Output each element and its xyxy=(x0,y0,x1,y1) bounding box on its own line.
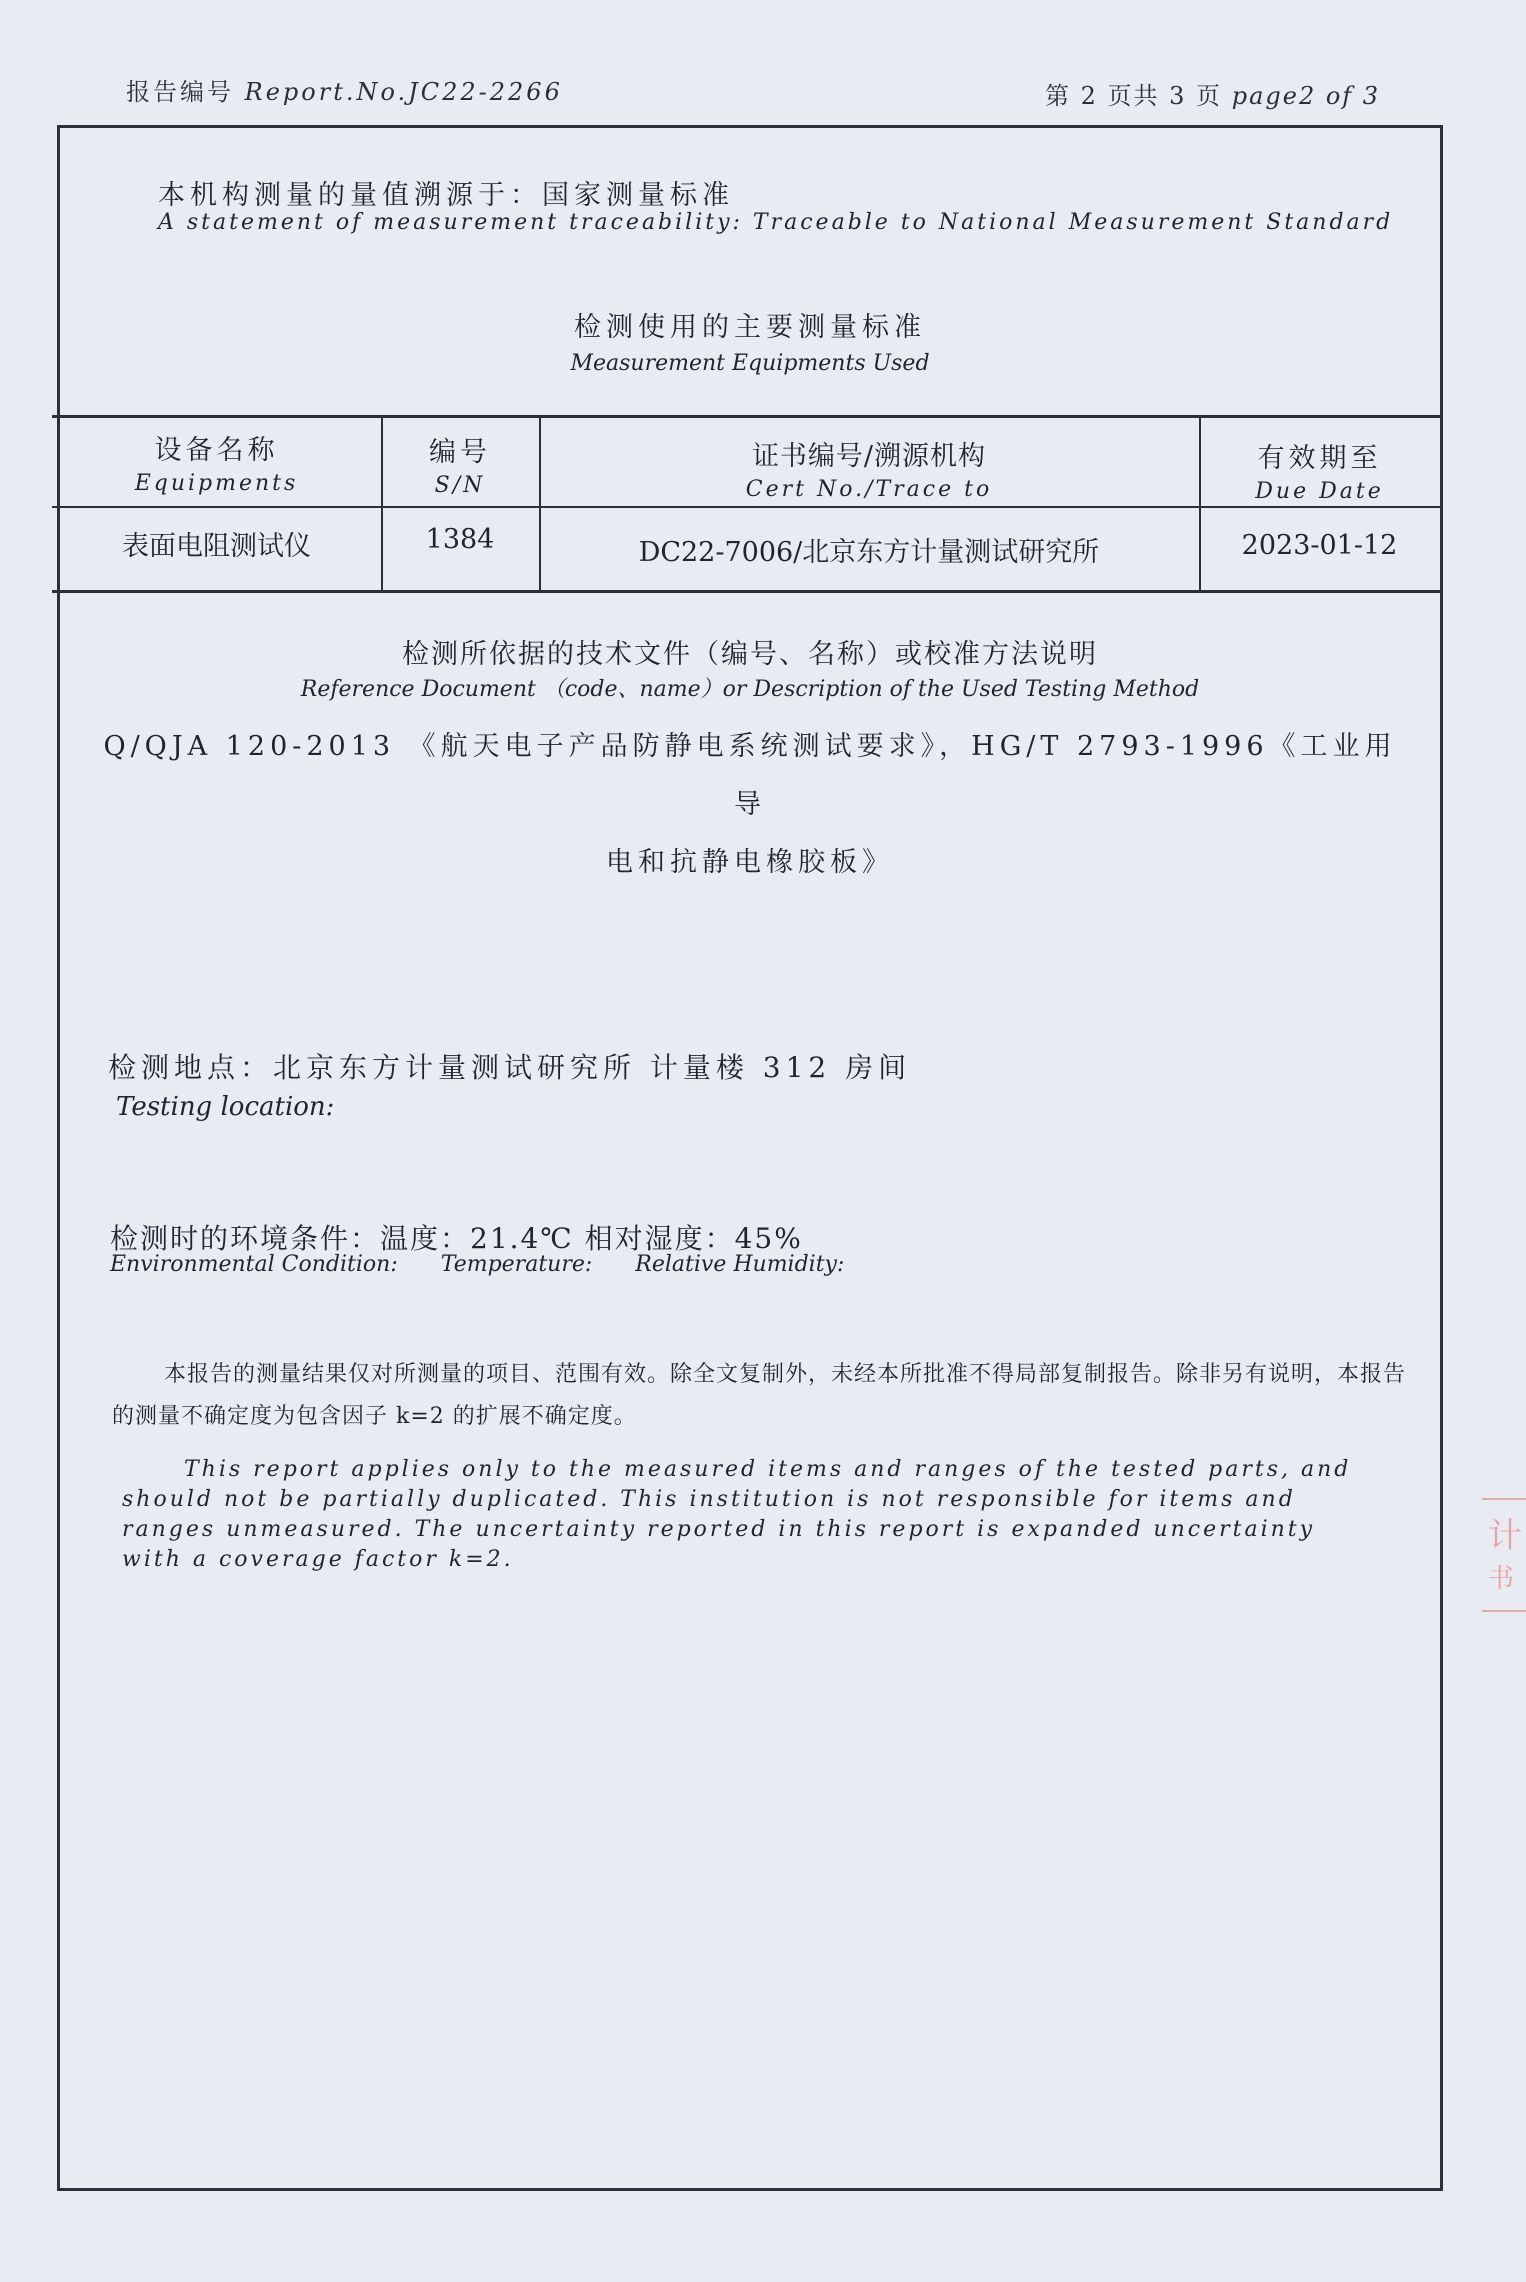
testing-location-en: Testing location: xyxy=(116,1092,335,1122)
report-number xyxy=(126,72,563,107)
seal-stamp xyxy=(1482,1498,1526,1612)
traceability-statement-cn: 本机构测量的量值溯源于：国家测量标准 xyxy=(158,180,734,211)
column-header-equipment xyxy=(52,428,381,496)
column-header-en: Cert No./Trace to xyxy=(745,477,993,502)
testing-location-cn: 检测地点：北京东方计量测试研究所 计量楼 312 房间 xyxy=(108,1051,912,1084)
column-header-due-date xyxy=(1199,436,1440,504)
report-note-cn: 本报告的测量结果仅对所测量的项目、范围有效。除全文复制外，未经本所批准不得局部复制报告。除非另有说明，本报告的测量不确定度为包含因子 k=2 的扩展不确定度。 xyxy=(112,1362,1407,1429)
reference-document-list xyxy=(90,718,1410,892)
reference-title-en: Reference Document （code、name）or Description of the Used Testing Method xyxy=(300,677,1200,702)
report-number-value: Report.No.JC22-2266 xyxy=(244,78,563,106)
environment-condition-cn: 检测时的环境条件：温度：21.4℃ 相对湿度：45% xyxy=(110,1222,803,1255)
equipment-title-cn: 检测使用的主要测量标准 xyxy=(574,312,926,343)
report-number-label: 报告编号 xyxy=(126,78,234,106)
humidity-label-en: Relative Humidity: xyxy=(635,1252,845,1277)
report-note-en: This report applies only to the measured items and ranges of the tested parts, and should not be partially duplicated. This institution is not responsible for items and ranges unmeasured. The uncertainty reported in this report is expanded uncertainty with a coverage factor k=2. xyxy=(122,1457,1352,1572)
column-header-cn: 有效期至 xyxy=(1257,443,1382,474)
column-header-cn: 证书编号/溯源机构 xyxy=(751,441,987,472)
table-divider xyxy=(52,506,1440,508)
column-header-en: Equipments xyxy=(134,471,299,496)
page-indicator xyxy=(1045,76,1380,111)
table-cell-due-date: 2023-01-12 xyxy=(1241,530,1398,561)
column-header-cert xyxy=(539,434,1199,502)
table-cell-cert: DC22-7006/北京东方计量测试研究所 xyxy=(638,537,1100,568)
column-header-cn: 编号 xyxy=(429,437,491,468)
column-header-en: S/N xyxy=(434,473,486,498)
column-header-sn xyxy=(381,430,539,498)
reference-line-1: Q/QJA 120-2013 《航天电子产品防静电系统测试要求》，HG/T 2793-1996《工业用导 xyxy=(103,731,1397,820)
table-cell-equipment: 表面电阻测试仪 xyxy=(122,531,311,562)
reference-line-2: 电和抗静电橡胶板》 xyxy=(606,847,894,878)
seal-char: 书 xyxy=(1488,1564,1515,1594)
reference-title-cn: 检测所依据的技术文件（编号、名称）或校准方法说明 xyxy=(402,639,1098,670)
equipment-title-en: Measurement Equipments Used xyxy=(570,351,930,376)
environment-condition-en xyxy=(110,1252,880,1277)
environment-label-en: Environmental Condition: xyxy=(110,1252,398,1277)
equipment-table xyxy=(52,415,1440,593)
seal-char: 计 xyxy=(1488,1516,1522,1556)
temperature-label-en: Temperature: xyxy=(440,1252,593,1277)
page-indicator-en: page2 of 3 xyxy=(1231,82,1381,110)
traceability-statement-en: A statement of measurement traceability: Traceable to National Measurement Standard xyxy=(158,210,1394,235)
column-header-en: Due Date xyxy=(1255,479,1384,504)
column-header-cn: 设备名称 xyxy=(154,435,279,466)
page-indicator-cn: 第 2 页共 3 页 xyxy=(1045,82,1223,110)
table-cell-sn: 1384 xyxy=(425,524,495,555)
